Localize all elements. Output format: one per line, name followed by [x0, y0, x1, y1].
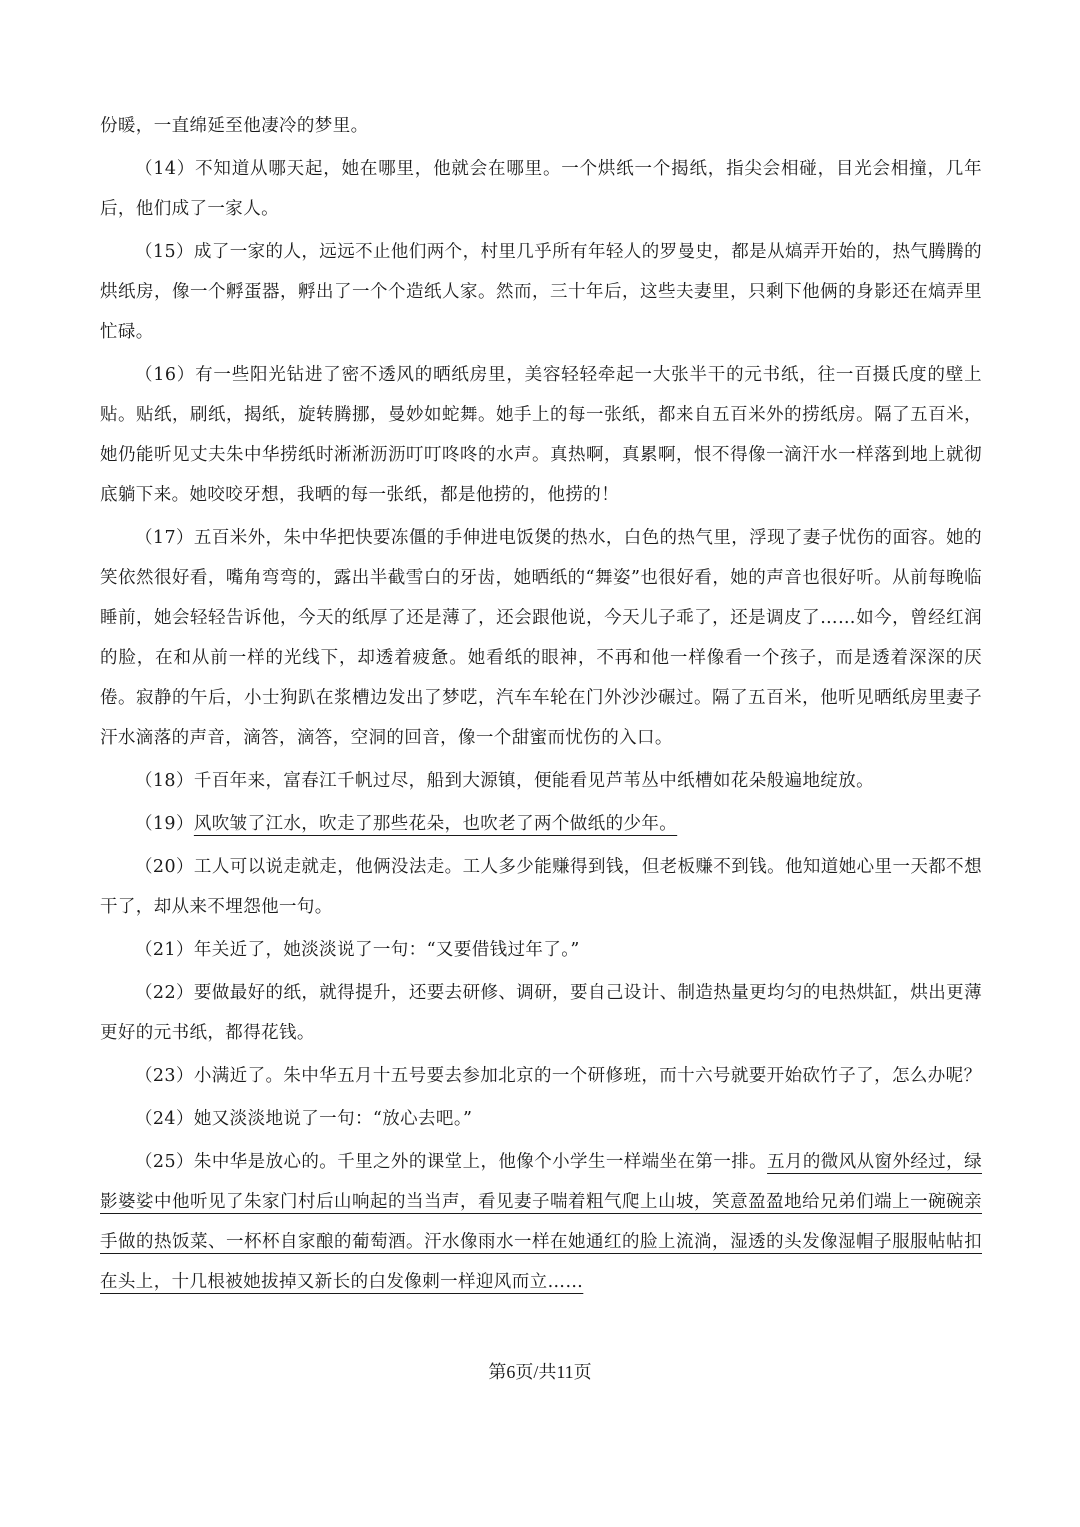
paragraph-p17: [100, 518, 982, 758]
paragraph-text: （24）她又淡淡地说了一句：“放心去吧。”: [135, 1109, 473, 1129]
paragraph-text: （18）千百年来，富春江千帆过尽，船到大源镇，便能看见芦苇丛中纸槽如花朵般遍地绽放。: [135, 771, 875, 791]
paragraph-text: （23）小满近了。朱中华五月十五号要去参加北京的一个研修班，而十六号就要开始砍竹子了，怎么办呢？: [135, 1066, 982, 1086]
paragraph-p18: [100, 761, 982, 801]
page-number: 第6页/共11页: [488, 1362, 592, 1382]
paragraph-p19: [100, 804, 982, 844]
paragraph-p21: [100, 930, 982, 970]
paragraph-p15: [100, 232, 982, 352]
paragraph-p22: [100, 973, 982, 1053]
paragraph-p14: [100, 149, 982, 229]
paragraph-text: （16）有一些阳光钻进了密不透风的晒纸房里，美容轻轻牵起一大张半干的元书纸，往一百摄氏度的壁上贴。贴纸，刷纸，揭纸，旋转腾挪，曼妙如蛇舞。她手上的每一张纸，都来自五百米外的捞纸房。隔了五百米，她仍能听见丈夫朱中华捞纸时淅淅沥沥叮叮咚咚的水声。真热啊，真累啊，恨不得像一滴汗水一样落到地上就彻底躺下来。她咬咬牙想，我晒的每一张纸，都是他捞的，他捞的！: [100, 365, 982, 505]
paragraph-p13-tail: [100, 106, 982, 146]
paragraph-text: （21）年关近了，她淡淡说了一句：“又要借钱过年了。”: [135, 940, 580, 960]
paragraph-p23: [100, 1056, 982, 1096]
paragraph-text: （15）成了一家的人，远远不止他们两个，村里几乎所有年轻人的罗曼史，都是从熇弄开始的，热气腾腾的烘纸房，像一个孵蛋器，孵出了一个个造纸人家。然而，三十年后，这些夫妻里，只剩下他俩的身影还在熇弄里忙碌。: [100, 242, 982, 342]
paragraph-text: （19）: [135, 814, 194, 834]
paragraph-text: （17）五百米外，朱中华把快要冻僵的手伸进电饭煲的热水，白色的热气里，浮现了妻子忧伤的面容。她的笑依然很好看，嘴角弯弯的，露出半截雪白的牙齿，她晒纸的“舞姿”也很好看，她的声音也很好听。从前每晚临睡前，她会轻轻告诉他，今天的纸厚了还是薄了，还会跟他说，今天儿子乖了，还是调皮了……如今，曾经红润的脸，在和从前一样的光线下，却透着疲惫。她看纸的眼神，不再和他一样像看一个孩子，而是透着深深的厌倦。寂静的午后，小士狗趴在浆槽边发出了梦呓，汽车车轮在门外沙沙碾过。隔了五百米，他听见晒纸房里妻子汗水滴落的声音，滴答，滴答，空洞的回音，像一个甜蜜而忧伤的入口。: [100, 528, 982, 748]
paragraph-p24: [100, 1099, 982, 1139]
underlined-passage: 五月的微风从窗外经过，绿影婆娑中他听见了朱家门村后山响起的当当声，看见妻子喘着粗气爬上山坡，笑意盈盈地给兄弟们端上一碗碗亲手做的热饭菜、一杯杯自家酿的葡萄酒。汗水像雨水一样在她通红的脸上流淌，湿透的头发像湿帽子服服帖帖扣在头上，十几根被她拔掉又新长的白发像刺一样迎风而立……: [100, 1152, 982, 1292]
paragraph-p25: [100, 1142, 982, 1302]
paragraph-text: （22）要做最好的纸，就得提升，还要去研修、调研，要自己设计、制造热量更均匀的电热烘缸，烘出更薄更好的元书纸，都得花钱。: [100, 983, 982, 1043]
paragraph-text: （20）工人可以说走就走，他俩没法走。工人多少能赚得到钱，但老板赚不到钱。他知道她心里一天都不想干了，却从来不埋怨他一句。: [100, 857, 982, 917]
paragraph-p16: [100, 355, 982, 515]
paragraph-p20: [100, 847, 982, 927]
paragraph-text: （25）朱中华是放心的。千里之外的课堂上，他像个小学生一样端坐在第一排。: [135, 1152, 768, 1172]
article-body: [100, 106, 982, 1305]
paragraph-text: 份暖，一直绵延至他凄冷的梦里。: [100, 116, 369, 136]
underlined-passage: 风吹皱了江水，吹走了那些花朵，也吹老了两个做纸的少年。: [193, 814, 678, 834]
paragraph-text: （14）不知道从哪天起，她在哪里，他就会在哪里。一个烘纸一个揭纸，指尖会相碰，目光会相撞，几年后，他们成了一家人。: [100, 159, 982, 219]
